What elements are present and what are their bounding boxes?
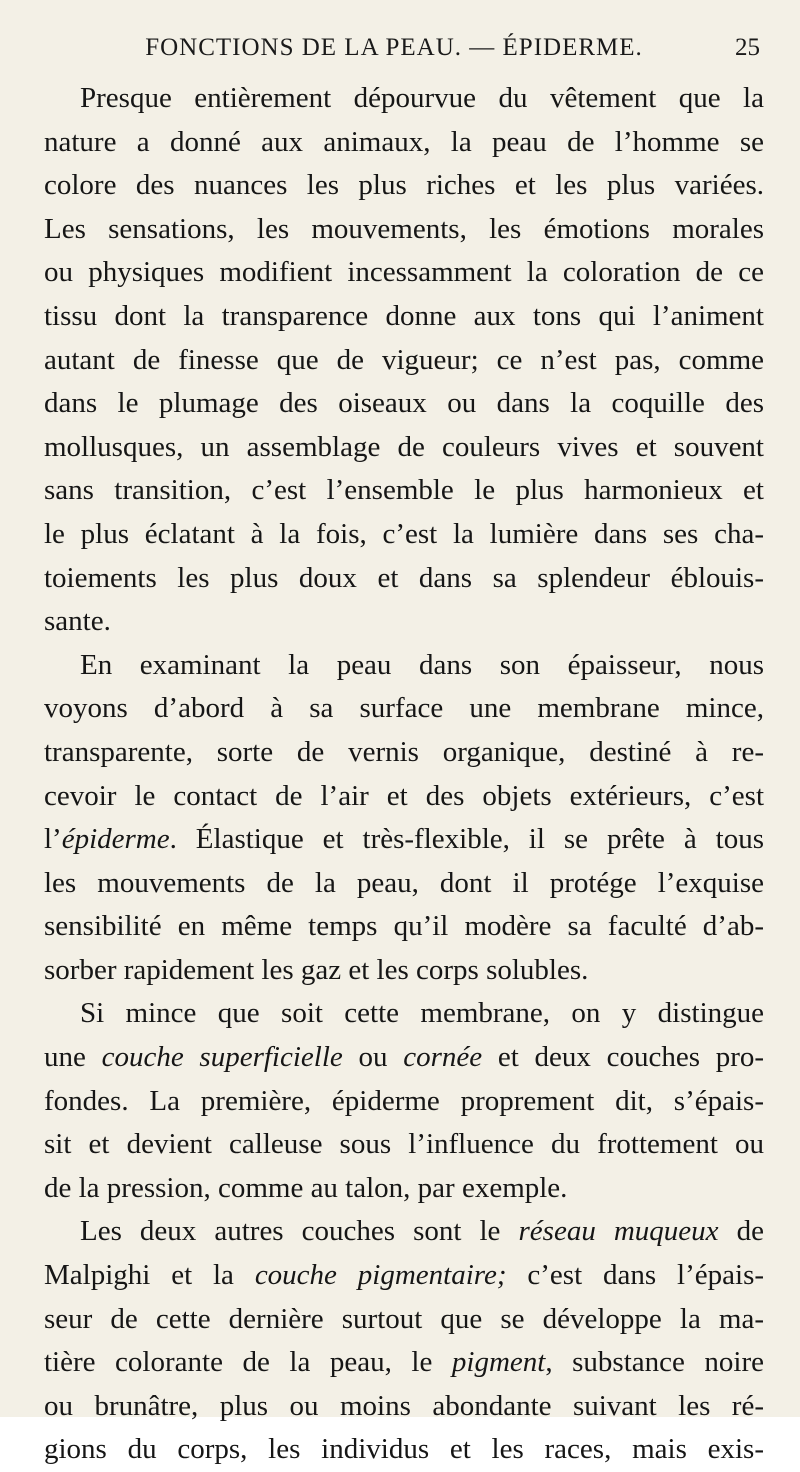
page-header xyxy=(0,34,800,70)
text-line: mollusques, un assemblage de couleurs vives et souvent xyxy=(44,430,764,463)
text-line: nature a donné aux animaux, la peau de l’homme se xyxy=(44,125,764,158)
text-segment: Malpighi et la xyxy=(44,1259,255,1292)
text-line: transparente, sorte de vernis organique, destiné à re- xyxy=(44,735,764,768)
italic-term: épiderme xyxy=(61,823,170,856)
text-line: ou physiques modifient incessamment la coloration de ce xyxy=(44,256,764,289)
text-line xyxy=(44,1254,764,1298)
text-line: seur de cette dernière surtout que se développe la ma- xyxy=(44,1302,764,1335)
text-segment: et deux couches pro- xyxy=(482,1041,765,1074)
text-segment: . Élastique et très-flexible, il se prête à tous xyxy=(169,823,764,856)
text-line: tissu dont la transparence donne aux tons qui l’animent xyxy=(44,299,764,332)
body-text xyxy=(44,77,764,1472)
text-line: fondes. La première, épiderme proprement dit, s’épais- xyxy=(44,1084,764,1117)
text-segment: Les deux autres couches sont le xyxy=(80,1215,519,1248)
text-line: dans le plumage des oiseaux ou dans la coquille des xyxy=(44,387,764,420)
text-line xyxy=(44,1210,764,1254)
text-line: les mouvements de la peau, dont il protége l’exquise xyxy=(44,866,764,899)
text-line: sante. xyxy=(44,605,111,638)
italic-term: réseau muqueux xyxy=(518,1215,719,1248)
text-line: sit et devient calleuse sous l’influence du frottement ou xyxy=(44,1128,764,1161)
text-line xyxy=(44,1036,764,1080)
running-title: FONCTIONS DE LA PEAU. — ÉPIDERME. xyxy=(145,34,643,61)
text-segment: tière colorante de la peau, le xyxy=(44,1346,452,1379)
text-line: Presque entièrement dépourvue du vêtement que la xyxy=(80,82,764,114)
text-line: sorber rapidement les gaz et les corps solubles. xyxy=(44,953,589,986)
text-segment: , substance noire xyxy=(545,1346,764,1379)
text-line: cevoir le contact de l’air et des objets extérieurs, c’est xyxy=(44,779,764,812)
text-line: le plus éclatant à la fois, c’est la lumière dans ses cha- xyxy=(44,517,764,550)
text-segment: une xyxy=(44,1041,102,1074)
text-segment: de xyxy=(718,1215,764,1248)
text-line: En examinant la peau dans son épaisseur, nous xyxy=(80,648,764,681)
text-line: colore des nuances les plus riches et les plus variées. xyxy=(44,169,764,202)
text-line: sans transition, c’est l’ensemble le plus harmonieux et xyxy=(44,474,764,507)
italic-term: couche pigmentaire; xyxy=(254,1259,507,1292)
text-segment: ou xyxy=(342,1041,404,1074)
italic-term: pigment xyxy=(451,1346,546,1379)
text-line xyxy=(44,1341,764,1385)
text-line: ou brunâtre, plus ou moins abondante suivant les ré- xyxy=(44,1389,764,1422)
text-segment: l’ xyxy=(44,823,62,856)
text-line: de la pression, comme au talon, par exemple. xyxy=(44,1171,568,1204)
text-line: voyons d’abord à sa surface une membrane mince, xyxy=(44,692,764,725)
text-line xyxy=(44,818,764,862)
text-line: autant de finesse que de vigueur; ce n’est pas, comme xyxy=(44,343,764,376)
text-line: gions du corps, les individus et les races, mais exis- xyxy=(44,1433,764,1466)
text-line: sensibilité en même temps qu’il modère sa faculté d’ab- xyxy=(44,910,764,943)
text-line: Les sensations, les mouvements, les émotions morales xyxy=(44,212,764,245)
text-line: Si mince que soit cette membrane, on y distingue xyxy=(80,997,764,1030)
italic-term: couche superficielle xyxy=(101,1041,343,1074)
text-line: toiements les plus doux et dans sa splendeur éblouis- xyxy=(44,561,764,594)
italic-term: cornée xyxy=(403,1041,483,1074)
text-segment: c’est dans l’épais- xyxy=(506,1259,765,1292)
page-number: 25 xyxy=(735,34,760,61)
